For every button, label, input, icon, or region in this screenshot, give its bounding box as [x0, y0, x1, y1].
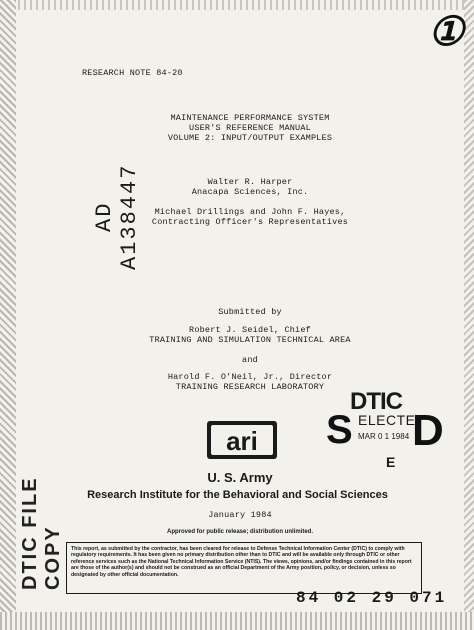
monitor-role: Contracting Officer's Representatives	[151, 217, 349, 227]
publication-date: January 1984	[208, 510, 272, 520]
submitter-one	[130, 325, 370, 345]
scan-edge-bottom	[0, 612, 474, 630]
submitter-two-name: Harold F. O'Neil, Jr., Director	[167, 372, 333, 382]
scan-edge-right	[464, 0, 474, 630]
submitter-two-unit: TRAINING RESEARCH LABORATORY	[175, 382, 325, 392]
report-number: RESEARCH NOTE 84-20	[82, 68, 183, 78]
title-line: VOLUME 2: INPUT/OUTPUT EXAMPLES	[167, 133, 333, 143]
logo-text: ari	[226, 426, 258, 456]
stamp-agency: DTIC	[350, 388, 402, 415]
author-name: Walter R. Harper	[207, 177, 293, 187]
monitor-names: Michael Drillings and John F. Hayes,	[154, 207, 346, 217]
author-block	[130, 177, 370, 197]
title-line: USER'S REFERENCE MANUAL	[189, 123, 311, 133]
title-line: MAINTENANCE PERFORMANCE SYSTEM	[170, 113, 330, 123]
organization-name: U. S. Army	[207, 470, 273, 485]
distribution-statement: Approved for public release; distribution unlimited.	[166, 529, 313, 535]
stamp-d-letter: D	[412, 406, 444, 455]
scan-edge-top	[0, 0, 474, 10]
footer-number: 84 02 29 071	[296, 589, 448, 607]
submitter-one-unit: TRAINING AND SIMULATION TECHNICAL AREA	[149, 335, 351, 345]
dtic-file-copy-label: DTIC FILE COPY	[19, 476, 64, 590]
accession-number: AD A138447	[92, 163, 142, 271]
institute-name: Research Institute for the Behavioral and Social Sciences	[87, 489, 388, 501]
author-affiliation: Anacapa Sciences, Inc.	[191, 187, 309, 197]
stamp-grade-letter: E	[386, 454, 396, 470]
contracting-officers	[130, 207, 370, 227]
scan-edge-left	[0, 0, 16, 630]
dtic-elected-stamp	[326, 388, 444, 488]
ari-logo	[206, 420, 278, 460]
report-title	[130, 113, 370, 143]
corner-handwritten-mark: ①	[428, 8, 464, 55]
submitter-two	[130, 372, 370, 392]
stamp-s-letter: S	[326, 408, 353, 452]
submitted-by-label: Submitted by	[218, 307, 282, 317]
submitter-one-name: Robert J. Seidel, Chief	[189, 325, 311, 335]
stamp-status: ELECTE	[358, 412, 416, 428]
stamp-date: MAR 0 1 1984	[358, 432, 410, 441]
and-text: and	[242, 355, 258, 365]
disclaimer-box: This report, as submitted by the contractor, has been cleared for release to Defense Technical Information Center (DTIC) to comply with regulatory requirements. It has been given no primary distribution other than to DTIC and will be available only through DTIC or other reference services such as the National Technical Information Service (NTIS). The views, opinions, and/or findings contained in this report are those of the author(s) and should not be construed as an official Department of the Army position, policy, or decision, unless so designated by other official documentation.	[66, 542, 422, 594]
